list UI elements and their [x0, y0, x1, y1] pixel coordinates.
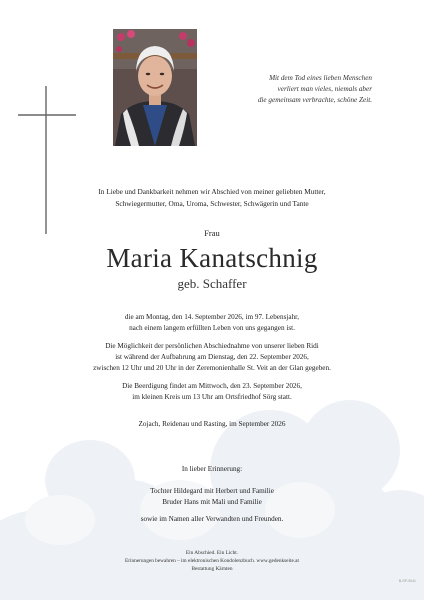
burial-line: im kleinen Kreis um 13 Uhr am Ortsfriedhof Sörg statt. — [132, 393, 292, 401]
footer — [0, 550, 424, 573]
document-code: B-SP-9041 — [398, 579, 416, 583]
footer-line: Bestattung Kärnten — [191, 565, 233, 572]
memory-heading: In lieber Erinnerung: — [181, 465, 243, 473]
intro-line: In Liebe und Dankbarkeit nehmen wir Abschied von meiner geliebten Mutter, — [98, 187, 326, 196]
birth-name: geb. Schaffer — [177, 276, 247, 291]
viewing-line: ist während der Aufbahrung am Dienstag, den 22. September 2026, — [115, 353, 309, 361]
footer-line: Erinnerungen bewahren – im elektronischen Kondolenzbuch. www.gedenkseite.at — [125, 557, 299, 564]
portrait-photo — [113, 29, 197, 146]
footer-line: Ein Abschied. Ein Licht. — [185, 550, 239, 556]
quote — [214, 73, 372, 106]
family-list — [0, 486, 424, 508]
viewing-line: Die Möglichkeit der persönlichen Abschiednahme von unserer lieben Ridi — [105, 342, 319, 350]
death-notice — [0, 312, 424, 334]
burial-notice — [0, 381, 424, 403]
salutation: Frau — [204, 228, 220, 238]
death-notice-line: nach einem langem erfüllten Leben von uns gegangen ist. — [129, 324, 295, 332]
quote-line: die gemeinsam verbrachte, schöne Zeit. — [257, 96, 372, 104]
burial-line: Die Beerdigung findet am Mittwoch, den 23. September 2026, — [122, 382, 302, 390]
death-notice-line: die am Montag, den 14. September 2026, im 97. Lebensjahr, — [124, 313, 300, 321]
relatives-line: sowie im Namen aller Verwandten und Freunden. — [140, 515, 284, 523]
intro-line: Schwiegermutter, Oma, Uroma, Schwester, Schwägerin und Tante — [115, 199, 309, 208]
deceased-name: Maria Kanatschnig — [106, 243, 318, 273]
family-line: Tochter Hildegard mit Herbert und Familie — [150, 487, 274, 495]
viewing-line: zwischen 12 Uhr und 20 Uhr in der Zeremonienhalle St. Veit an der Glan gegeben. — [93, 364, 331, 372]
viewing-notice — [0, 341, 424, 374]
family-line: Bruder Hans mit Mali und Familie — [162, 498, 262, 506]
quote-line: Mit dem Tod eines lieben Menschen — [269, 74, 372, 82]
quote-line: verliert man vieles, niemals aber — [277, 85, 372, 93]
cross-icon — [18, 86, 78, 234]
intro-text — [0, 186, 424, 210]
place-date: Zojach, Reidenau und Rasting, im September 2026 — [138, 420, 286, 428]
